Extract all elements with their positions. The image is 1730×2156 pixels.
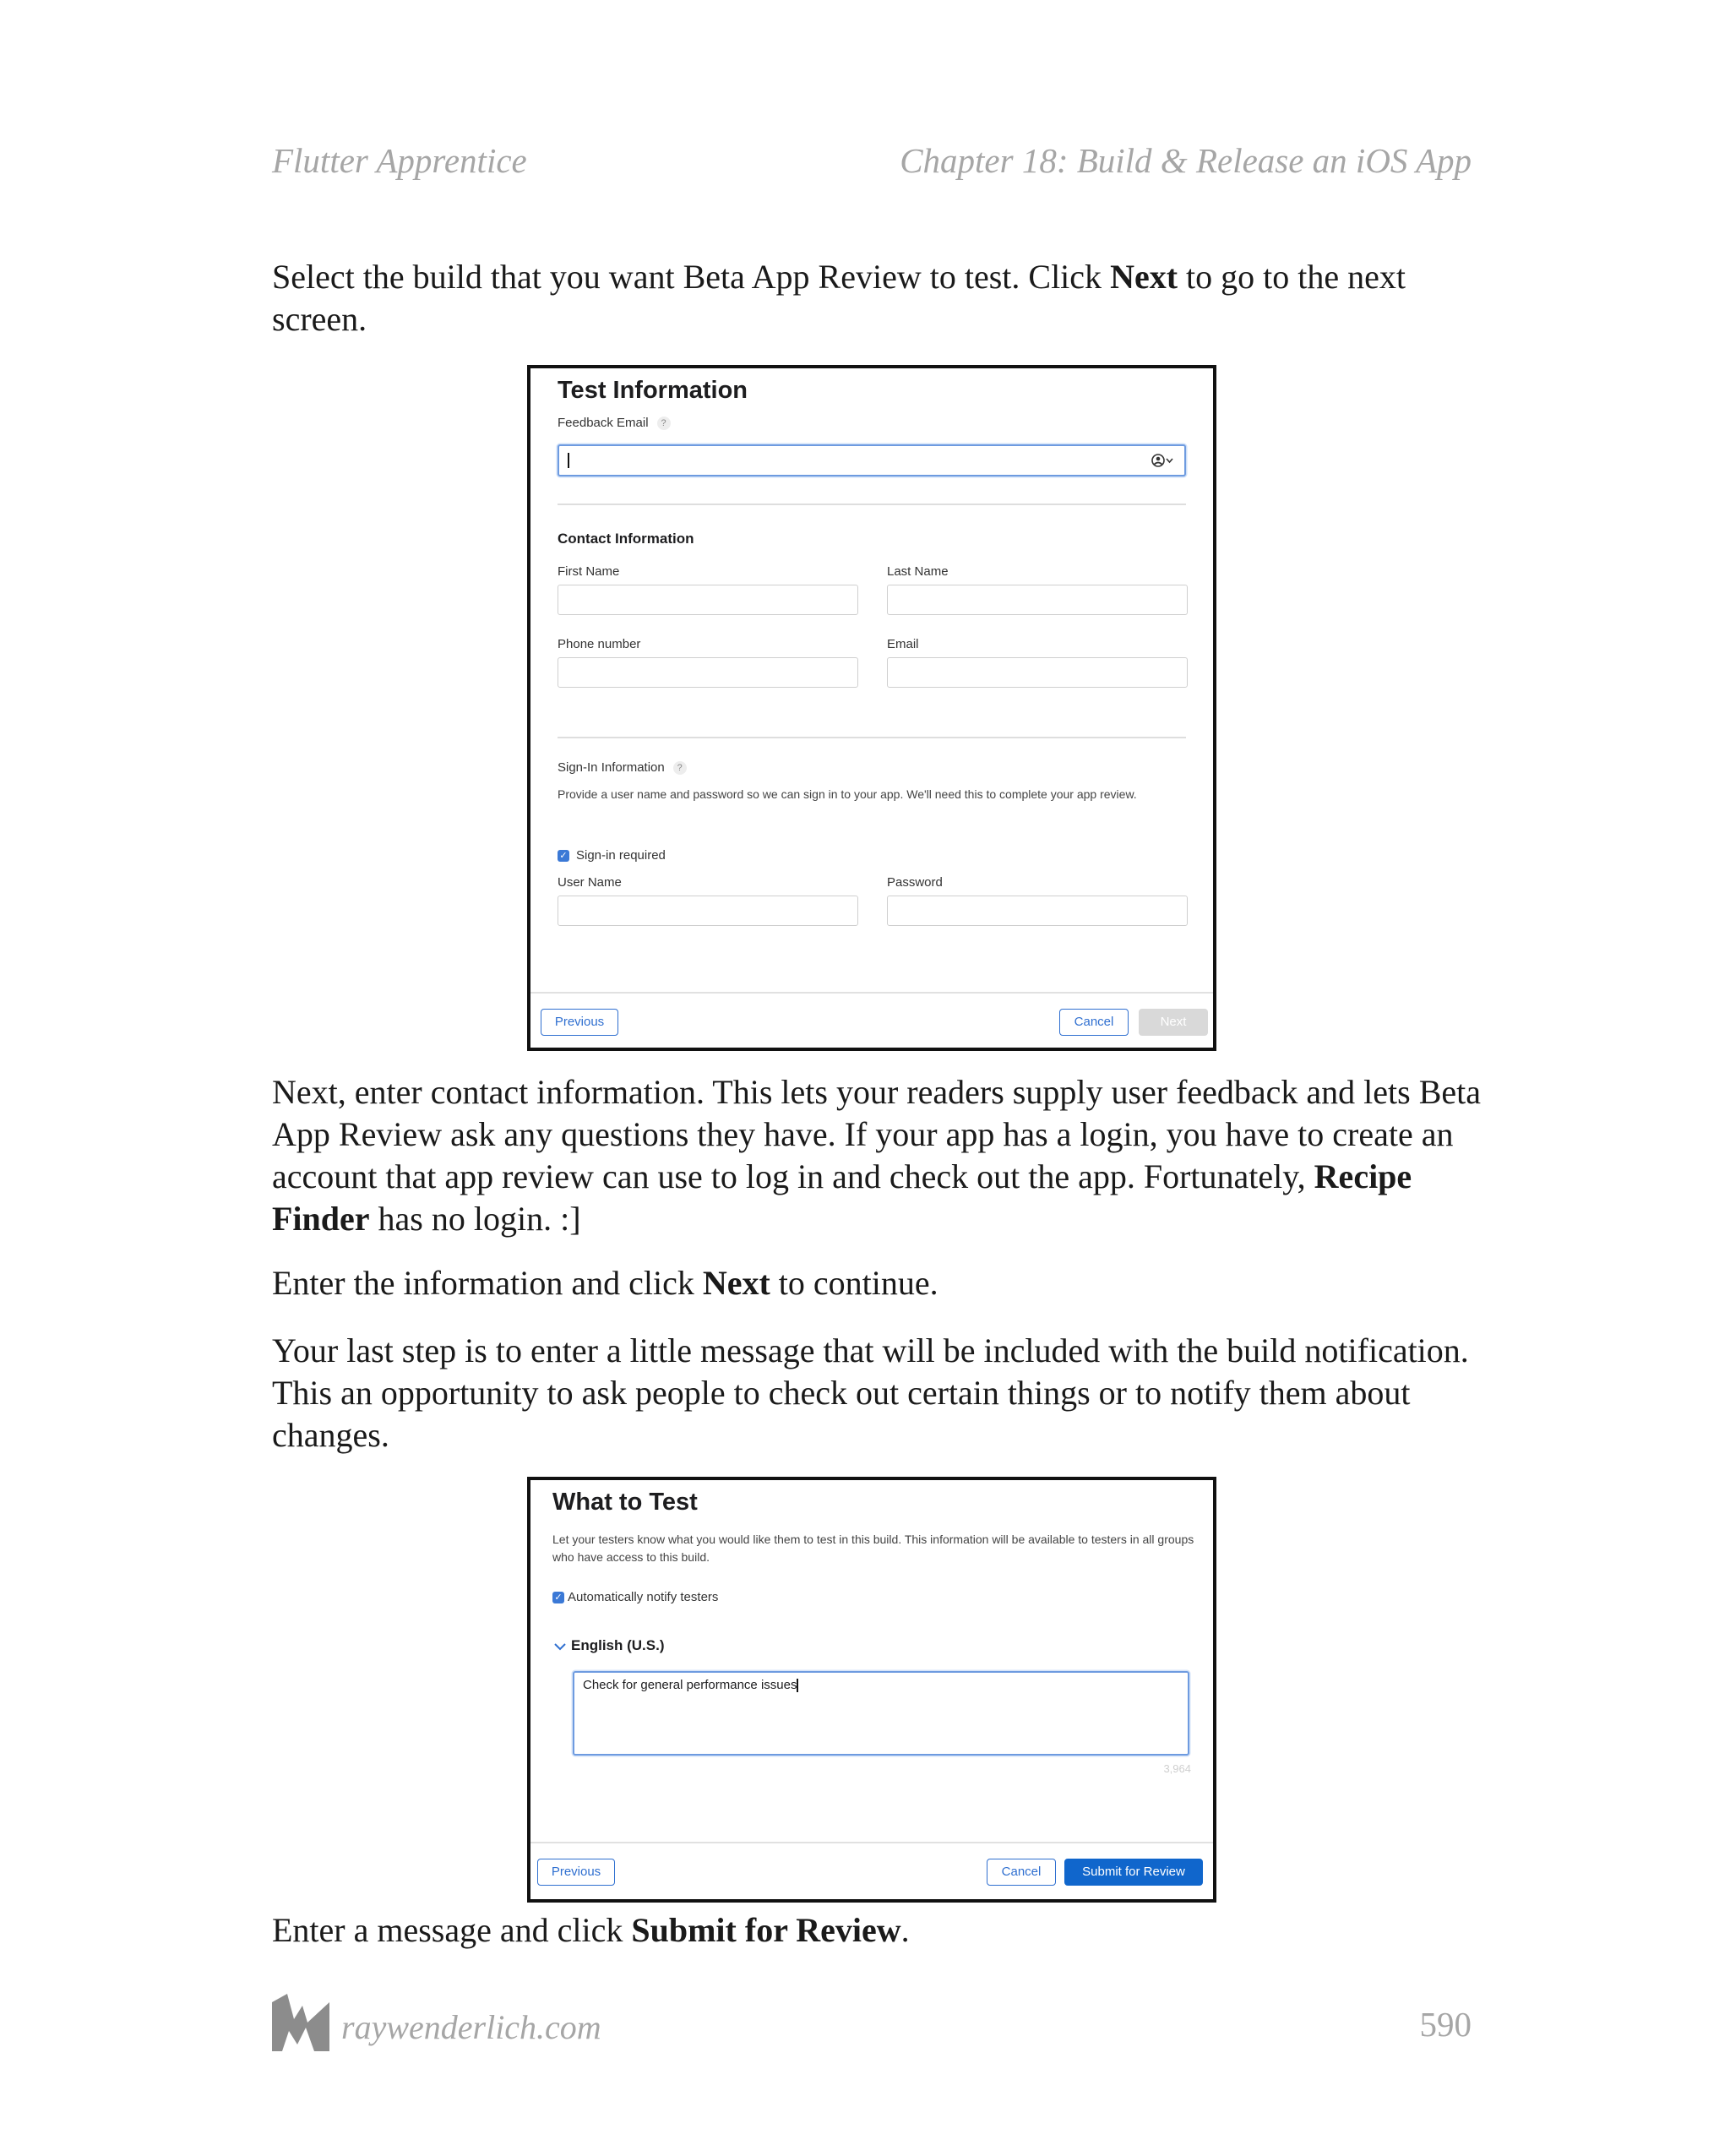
- cancel-button[interactable]: Cancel: [1059, 1009, 1129, 1036]
- password-input[interactable]: [887, 896, 1188, 926]
- contact-information-heading: Contact Information: [558, 531, 694, 547]
- site-name: raywenderlich.com: [341, 2008, 601, 2046]
- what-to-test-title: What to Test: [552, 1489, 698, 1516]
- chapter-title: Chapter 18: Build & Release an iOS App: [900, 141, 1472, 180]
- cancel-button[interactable]: Cancel: [987, 1859, 1056, 1886]
- contact-picker-icon[interactable]: [1151, 453, 1176, 468]
- checkbox-checked-icon[interactable]: ✓: [552, 1592, 564, 1603]
- sign-in-information-heading: Sign-In Information ?: [558, 760, 687, 775]
- paragraph-select-build: Select the build that you want Beta App Review to test. Click Next to go to the next screen.: [272, 258, 1406, 338]
- divider: [558, 504, 1186, 505]
- email-input[interactable]: [887, 657, 1188, 688]
- first-name-label: First Name: [558, 564, 620, 579]
- auto-notify-checkbox[interactable]: ✓ Automatically notify testers: [552, 1590, 718, 1604]
- what-to-test-screenshot: [527, 1477, 1216, 1903]
- language-disclosure[interactable]: English (U.S.): [552, 1637, 665, 1654]
- paragraph-last-step: Your last step is to enter a little message that will be included with the build notification. This an opportunity to ask people to check out certain things or to notify them about changes.: [272, 1331, 1469, 1454]
- dialog-footer-divider: [530, 992, 1213, 994]
- book-title: Flutter Apprentice: [272, 141, 527, 180]
- what-to-test-description: Let your testers know what you would like them to test in this build. This information will be available to testers in all groups who have access to this build.: [552, 1533, 1194, 1564]
- next-button[interactable]: Next: [1139, 1009, 1208, 1036]
- password-label: Password: [887, 875, 943, 890]
- sign-in-description: Provide a user name and password so we can sign in to your app. We'll need this to complete your app review.: [558, 787, 1137, 801]
- previous-button[interactable]: Previous: [537, 1859, 615, 1886]
- phone-number-label: Phone number: [558, 637, 641, 651]
- last-name-label: Last Name: [887, 564, 949, 579]
- help-icon[interactable]: ?: [673, 761, 687, 775]
- text-caret: [797, 1679, 798, 1692]
- paragraph-contact-information: Next, enter contact information. This lets your readers supply user feedback and lets Beta App Review ask any questions they have. If your app has a login, you have to create an account that app review can use to log in and check out the app. Fortunately, Recipe Finder has no login. :]: [272, 1073, 1482, 1238]
- text-caret: [568, 453, 569, 468]
- user-name-label: User Name: [558, 875, 622, 890]
- running-header: [272, 140, 1472, 181]
- paragraph-enter-information: Enter the information and click Next to continue.: [272, 1264, 938, 1302]
- phone-number-input[interactable]: [558, 657, 858, 688]
- last-name-input[interactable]: [887, 585, 1188, 615]
- dialog-footer-divider: [530, 1842, 1213, 1843]
- paragraph-submit: Enter a message and click Submit for Review.: [272, 1911, 910, 1949]
- first-name-input[interactable]: [558, 585, 858, 615]
- page-number: 590: [1419, 2005, 1472, 2044]
- character-counter: 3,964: [1163, 1762, 1191, 1775]
- submit-for-review-button[interactable]: Submit for Review: [1064, 1859, 1203, 1886]
- feedback-email-input[interactable]: [558, 444, 1186, 476]
- test-information-title: Test Information: [558, 377, 748, 404]
- what-to-test-message-field[interactable]: Check for general performance issues: [573, 1671, 1189, 1756]
- raywenderlich-logo: [272, 1994, 329, 2051]
- chevron-down-icon[interactable]: [552, 1641, 568, 1652]
- email-label: Email: [887, 637, 919, 651]
- sign-in-required-checkbox[interactable]: ✓ Sign-in required: [558, 848, 666, 863]
- previous-button[interactable]: Previous: [541, 1009, 618, 1036]
- divider: [558, 737, 1186, 738]
- checkbox-checked-icon[interactable]: ✓: [558, 850, 569, 862]
- user-name-input[interactable]: [558, 896, 858, 926]
- help-icon[interactable]: ?: [657, 416, 671, 430]
- test-information-screenshot: [527, 365, 1216, 1051]
- feedback-email-label: Feedback Email ?: [558, 416, 671, 430]
